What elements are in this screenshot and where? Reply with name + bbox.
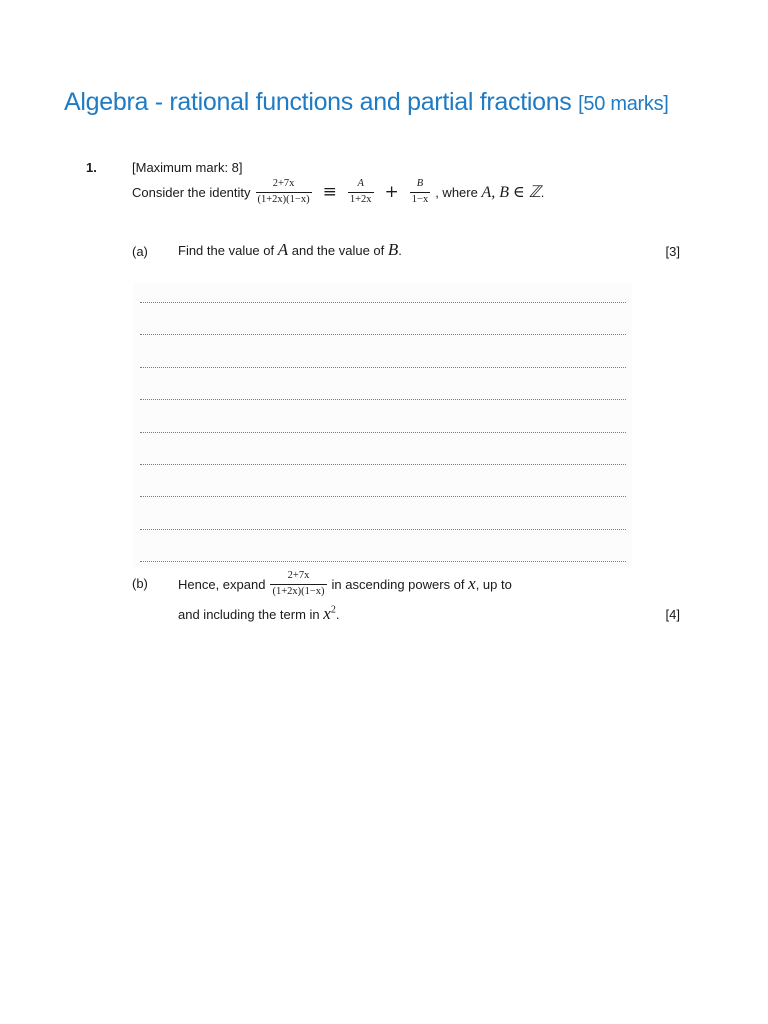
fraction-b: [410, 178, 430, 206]
stem-set: A, B ∈ ℤ: [481, 184, 541, 202]
fraction-b-numerator: B: [416, 178, 424, 189]
part-b-denominator: (1+2x)(1−x): [272, 585, 325, 597]
title-text: Algebra - rational functions and partial fractions: [64, 88, 572, 116]
answer-line[interactable]: [140, 334, 626, 335]
answer-line[interactable]: [140, 399, 626, 400]
part-b-var-x: x: [468, 574, 476, 594]
answer-line[interactable]: [140, 529, 626, 530]
answer-line[interactable]: [140, 367, 626, 368]
answer-line[interactable]: [140, 302, 626, 303]
equiv-symbol: ≡: [322, 182, 337, 203]
lhs-denominator: (1+2x)(1−x): [257, 193, 310, 205]
part-b-label: (b): [132, 576, 148, 591]
part-b-var-x2: [323, 604, 336, 624]
part-a-var-b: B: [387, 240, 399, 259]
answer-area[interactable]: [134, 282, 632, 568]
part-a-text-3: .: [398, 242, 402, 258]
part-b-x2-base: x: [323, 604, 331, 623]
plus-symbol: +: [384, 182, 399, 203]
part-b-numerator: 2+7x: [287, 570, 310, 581]
answer-line[interactable]: [140, 496, 626, 497]
stem-prefix: Consider the identity: [132, 184, 251, 200]
question-number: 1.: [86, 160, 97, 175]
part-b-exponent: 2: [330, 604, 336, 616]
max-mark: [Maximum mark: 8]: [132, 160, 243, 175]
part-b-marks: [4]: [665, 607, 680, 622]
part-a-text-1: Find the value of: [178, 242, 278, 258]
part-a-var-a: A: [277, 240, 289, 259]
question-stem: [132, 178, 544, 206]
part-b-text-3: , up to: [475, 576, 512, 592]
part-b-text-1: Hence, expand: [178, 576, 266, 592]
stem-mid: , where: [435, 184, 482, 200]
part-b-fraction: [270, 570, 326, 598]
answer-line[interactable]: [140, 464, 626, 465]
part-a-text-2: and the value of: [288, 242, 388, 258]
part-a-marks: [3]: [665, 244, 680, 259]
fraction-a-numerator: A: [357, 178, 364, 189]
lhs-numerator: 2+7x: [272, 178, 295, 189]
answer-line[interactable]: [140, 561, 626, 562]
part-b-text-4: and including the term in: [178, 606, 324, 622]
part-b-line-1: [178, 570, 512, 598]
page-title: [64, 88, 669, 117]
fraction-b-denominator: 1−x: [411, 193, 429, 205]
part-a-label: (a): [132, 244, 148, 259]
lhs-fraction: [256, 178, 312, 206]
part-b-line-2: [178, 604, 339, 624]
fraction-a-denominator: 1+2x: [349, 193, 372, 205]
part-b-text-5: .: [335, 606, 340, 622]
fraction-a: [348, 178, 374, 206]
part-b-text-2: in ascending powers of: [331, 576, 469, 592]
part-a-text: [178, 240, 402, 260]
stem-end: .: [540, 184, 545, 200]
title-marks: [50 marks]: [578, 93, 669, 115]
answer-line[interactable]: [140, 432, 626, 433]
